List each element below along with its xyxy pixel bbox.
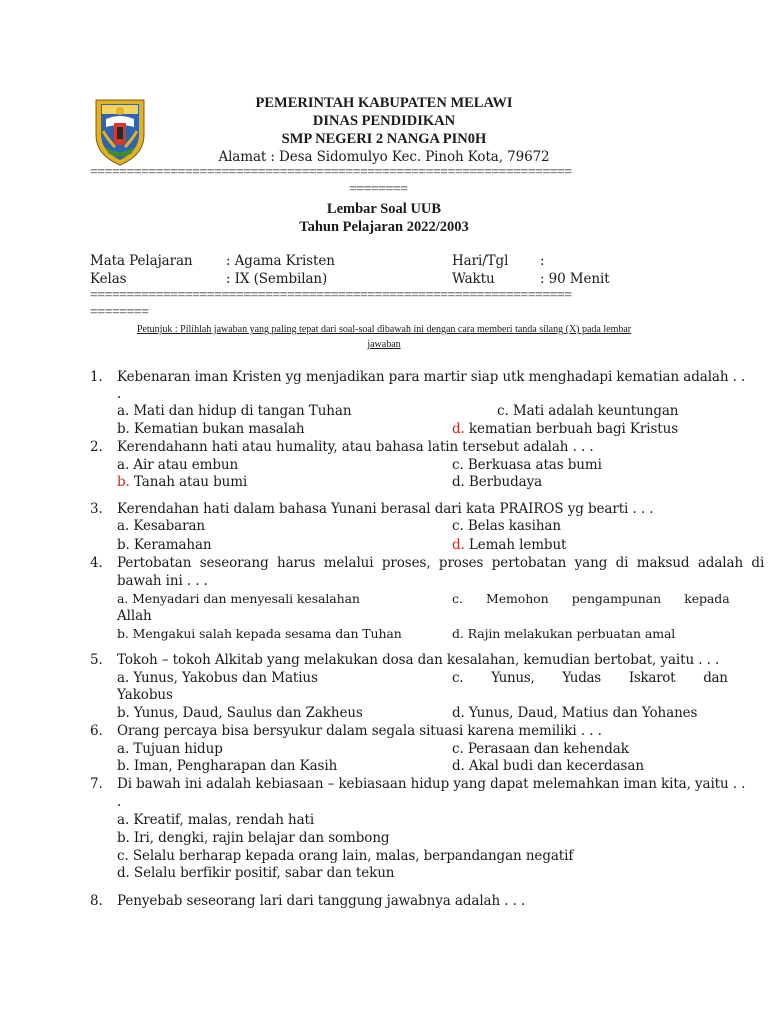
option-c-wrap: Allah xyxy=(117,608,152,624)
option-c-wrap: Yakobus xyxy=(117,687,173,703)
option-a: a. Kreatif, malas, rendah hati xyxy=(117,812,315,828)
question-text-wrap: . xyxy=(117,794,122,810)
exam-title: Lembar Soal UUB xyxy=(326,201,442,217)
question-text: Penyebab seseorang lari dari tanggung jawabnya adalah . . . xyxy=(117,893,526,909)
option-a: a. Menyadari dan menyesali kesalahan xyxy=(117,591,360,606)
answer-mark: d. xyxy=(452,537,465,553)
option-d: d. Berbudaya xyxy=(452,474,543,490)
question-number: 8. xyxy=(90,893,103,909)
header-government: PEMERINTAH KABUPATEN MELAWI xyxy=(255,95,513,111)
time-value: : 90 Menit xyxy=(540,271,610,287)
question-number: 3. xyxy=(90,501,103,517)
separator-line-2: ================================================================== xyxy=(90,288,572,303)
option-c: c. Selalu berharap kepada orang lain, malas, berpandangan negatif xyxy=(117,848,574,864)
option-b: b. Kematian bukan masalah xyxy=(117,421,305,437)
option-d xyxy=(452,420,678,438)
subject-label: Mata Pelajaran xyxy=(90,253,193,269)
date-value: : xyxy=(540,253,545,269)
time-label: Waktu xyxy=(452,271,495,287)
subject-value: : Agama Kristen xyxy=(226,253,335,269)
question-text-wrap: bawah ini . . . xyxy=(117,573,208,589)
question-number: 4. xyxy=(90,555,103,571)
option-c: c. Belas kasihan xyxy=(452,518,561,534)
option-d-text: kematian berbuah bagi Kristus xyxy=(464,421,679,437)
question-number: 7. xyxy=(90,776,103,792)
question-number: 1. xyxy=(90,369,103,385)
option-a: a. Mati dan hidup di tangan Tuhan xyxy=(117,403,352,419)
header-school: SMP NEGERI 2 NANGA PIN0H xyxy=(281,131,487,147)
answer-mark: d. xyxy=(452,421,465,437)
option-c: c. Mati adalah keuntungan xyxy=(497,403,679,419)
question-text: Kerendahann hati atau humality, atau bahasa latin tersebut adalah . . . xyxy=(117,439,594,455)
option-c: c. Memohon pengampunan kepada xyxy=(452,591,730,606)
header-address: Alamat : Desa Sidomulyo Kec. Pinoh Kota, 79672 xyxy=(218,149,550,165)
option-a: a. Yunus, Yakobus dan Matius xyxy=(117,670,318,686)
question-number: 2. xyxy=(90,439,103,455)
option-a: a. Tujuan hidup xyxy=(117,741,223,757)
option-b: b. Iri, dengki, rajin belajar dan sombong xyxy=(117,830,390,846)
question-text: Di bawah ini adalah kebiasaan – kebiasaan hidup yang dapat melemahkan iman kita, yaitu . . xyxy=(117,776,746,792)
question-number: 6. xyxy=(90,723,103,739)
option-a: a. Air atau embun xyxy=(117,457,239,473)
class-label: Kelas xyxy=(90,271,127,287)
separator-line: ================================================================== xyxy=(90,165,572,180)
option-d xyxy=(452,536,566,554)
question-text: Tokoh – tokoh Alkitab yang melakukan dosa dan kesalahan, kemudian bertobat, yaitu . . . xyxy=(117,652,720,668)
option-b-text: Tanah atau bumi xyxy=(129,474,248,490)
option-d: d. Akal budi dan kecerdasan xyxy=(452,758,644,774)
option-b: b. Yunus, Daud, Saulus dan Zakheus xyxy=(117,705,363,721)
option-d-text: Lemah lembut xyxy=(464,537,567,553)
option-b: b. Mengakui salah kepada sesama dan Tuhan xyxy=(117,626,402,641)
separator-line-wrap: ======== xyxy=(349,182,408,197)
question-text: Orang percaya bisa bersyukur dalam segala situasi karena memiliki . . . xyxy=(117,723,602,739)
answer-mark: b. xyxy=(117,474,130,490)
option-c: c. Yunus, Yudas Iskarot dan xyxy=(452,670,728,686)
instructions-line: Petunjuk : Pilihlah jawaban yang paling tepat dari soal-soal dibawah ini dengan cara memberi tanda silang (X) pada lembar xyxy=(136,324,632,335)
option-a: a. Kesabaran xyxy=(117,518,206,534)
option-b xyxy=(117,473,247,491)
question-text: Kerendahan hati dalam bahasa Yunani berasal dari kata PRAIROS yg bearti . . . xyxy=(117,501,654,517)
question-text: Pertobatan seseorang harus melalui proses, proses pertobatan yang di maksud adalah di xyxy=(117,555,765,571)
header-agency: DINAS PENDIDIKAN xyxy=(312,113,456,129)
exam-year: Tahun Pelajaran 2022/2003 xyxy=(299,219,469,235)
date-label: Hari/Tgl xyxy=(452,253,509,269)
separator-line-2-wrap: ======== xyxy=(90,305,149,320)
question-text: Kebenaran iman Kristen yg menjadikan para martir siap utk menghadapi kematian adalah . . xyxy=(117,369,746,385)
instructions-line-2: jawaban xyxy=(367,339,401,350)
option-d: d. Yunus, Daud, Matius dan Yohanes xyxy=(452,705,698,721)
option-b: b. Iman, Pengharapan dan Kasih xyxy=(117,758,338,774)
option-b: b. Keramahan xyxy=(117,537,212,553)
question-number: 5. xyxy=(90,652,103,668)
option-d: d. Rajin melakukan perbuatan amal xyxy=(452,626,676,641)
option-c: c. Berkuasa atas bumi xyxy=(452,457,602,473)
class-value: : IX (Sembilan) xyxy=(226,271,328,287)
option-d: d. Selalu berfikir positif, sabar dan tekun xyxy=(117,865,395,881)
option-c: c. Perasaan dan kehendak xyxy=(452,741,629,757)
question-text-wrap: . xyxy=(117,386,122,402)
